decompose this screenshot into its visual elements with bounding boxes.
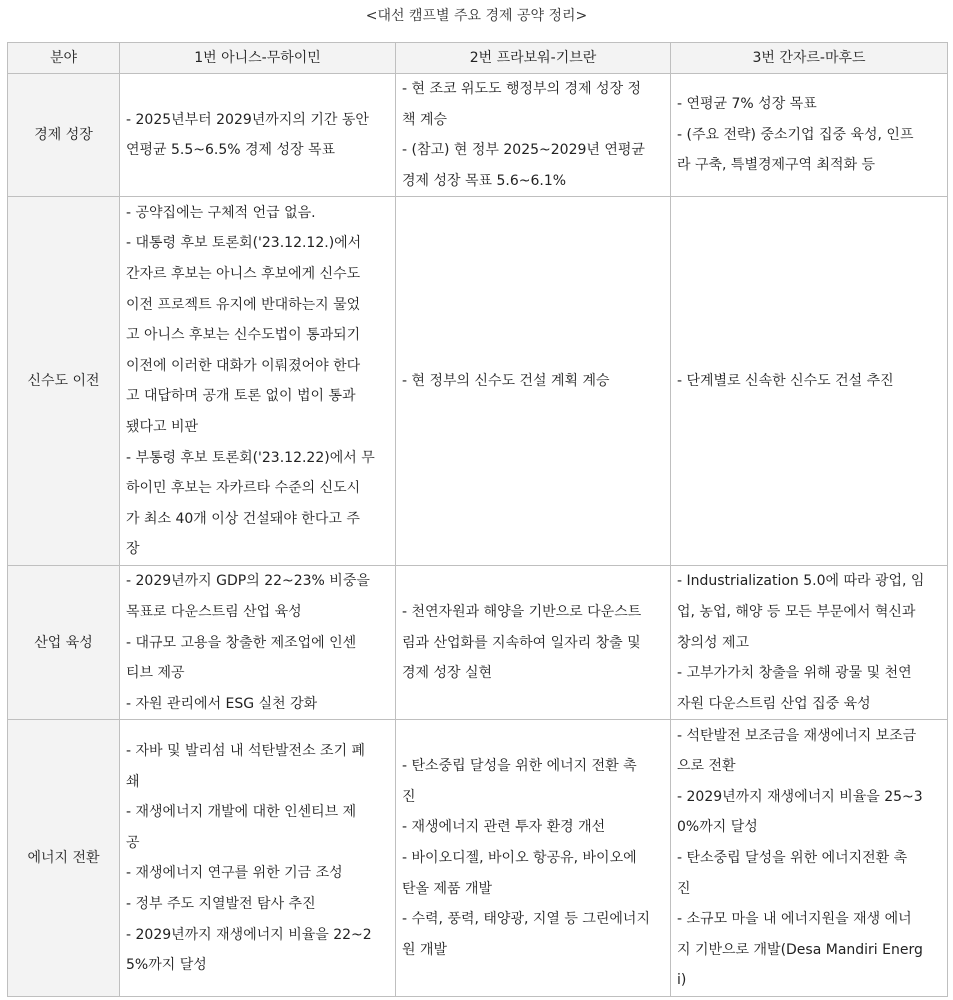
cell-text-line: 경제 성장 목표 5.6~6.1%: [402, 172, 567, 189]
cell-text-line: - 탄소중립 달성을 위한 에너지전환 촉: [677, 850, 908, 867]
cell-text-line: 티브 제공: [126, 665, 185, 682]
cell-text-line: 라 구축, 특별경제구역 최적화 등: [677, 157, 876, 174]
candidate-3-cell: [671, 74, 948, 197]
cell-text-line: 간자르 후보는 아니스 후보에게 신수도: [126, 266, 361, 282]
cell-text-line: 자원 다운스트림 산업 집중 육성: [677, 695, 871, 712]
candidate-2-cell: [396, 74, 671, 197]
cell-text-line: - 현 정부의 신수도 건설 계획 계승: [402, 373, 610, 390]
candidate-3-cell: [671, 566, 948, 720]
cell-text-line: - 재생에너지 개발에 대한 인센티브 제: [126, 804, 357, 821]
candidate-1-cell: [120, 197, 396, 566]
cell-text-line: - 바이오디젤, 바이오 항공유, 바이오에: [402, 850, 637, 867]
cell-text-line: 가 최소 40개 이상 건설돼야 한다고 주: [126, 510, 360, 527]
cell-text-line: 진: [402, 788, 416, 805]
cell-text-line: - 공약집에는 구체적 언급 없음.: [126, 204, 316, 221]
candidate-2-cell: [396, 720, 671, 997]
cell-text-line: - (주요 전략) 중소기업 집중 육성, 인프: [677, 126, 914, 143]
cell-text-line: - 연평균 7% 성장 목표: [677, 96, 817, 113]
table-row: [8, 74, 948, 197]
cell-text-line: - 자바 및 발리섬 내 석탄발전소 조기 폐: [126, 743, 366, 759]
cell-text-line: 연평균 5.5~6.5% 경제 성장 목표: [126, 142, 336, 159]
cell-text-line: - 고부가가치 창출을 위해 광물 및 천연: [677, 665, 912, 682]
header-row: [8, 43, 948, 74]
cell-text-line: - 재생에너지 관련 투자 환경 개선: [402, 819, 606, 836]
cell-text-line: - 2029년까지 재생에너지 비율을 22~2: [126, 926, 372, 943]
candidate-1-cell: [120, 566, 396, 720]
candidate-3-cell: [671, 197, 948, 566]
cell-text-line: 이전에 이러한 대화가 이뤄졌어야 한다: [126, 357, 361, 374]
cell-text-line: 고 대답하며 공개 토론 없이 법이 통과: [126, 388, 356, 405]
candidate-2-cell: [396, 566, 671, 720]
cell-text-line: 장: [126, 541, 140, 558]
candidate-2-cell: [396, 197, 671, 566]
table-row: [8, 197, 948, 566]
cell-text-line: - 현 조코 위도도 행정부의 경제 성장 정: [402, 81, 642, 97]
candidate-1-cell: [120, 74, 396, 197]
cell-text-line: - 석탄발전 보조금을 재생에너지 보조금: [677, 727, 917, 744]
cell-text-line: 쇄: [126, 773, 140, 790]
candidate-1-cell: [120, 720, 396, 997]
cell-text-line: 0%까지 달성: [677, 819, 758, 836]
cell-text-line: - 대통령 후보 토론회('23.12.12.)에서: [126, 235, 362, 252]
cell-text-line: 됐다고 비판: [126, 418, 199, 435]
cell-text-line: 창의성 제고: [677, 634, 750, 651]
header-candidate-2: 2번 프라보워-기브란: [396, 43, 671, 74]
cell-text-line: 원 개발: [402, 941, 448, 958]
cell-text-line: - 2025년부터 2029년까지의 기간 동안: [126, 111, 369, 128]
cell-text-line: i): [677, 972, 687, 989]
category-cell: 에너지 전환: [8, 720, 120, 997]
table-caption: <대선 캠프별 주요 경제 공약 정리>: [365, 8, 588, 24]
category-cell: 산업 육성: [8, 566, 120, 720]
cell-text-line: - 단계별로 신속한 신수도 건설 추진: [677, 373, 894, 390]
table-row: [8, 720, 948, 997]
header-category: 분야: [8, 43, 120, 74]
cell-text-line: 목표로 다운스트림 산업 육성: [126, 603, 302, 620]
category-cell: 신수도 이전: [8, 197, 120, 566]
cell-text-line: - 자원 관리에서 ESG 실천 강화: [126, 695, 318, 712]
cell-text-line: - 부통령 후보 토론회('23.12.22)에서 무: [126, 449, 375, 466]
cell-text-line: 공: [126, 834, 140, 851]
category-cell: 경제 성장: [8, 74, 120, 197]
cell-text-line: - 천연자원과 해양을 기반으로 다운스트: [402, 603, 642, 620]
cell-text-line: 하이민 후보는 자카르타 수준의 신도시: [126, 480, 361, 497]
cell-text-line: 진: [677, 880, 691, 897]
cell-text-line: - Industrialization 5.0에 따라 광업, 임: [677, 573, 925, 590]
cell-text-line: - 재생에너지 연구를 위한 기금 조성: [126, 865, 343, 882]
cell-text-line: - (참고) 현 정부 2025~2029년 연평균: [402, 142, 645, 159]
candidate-3-cell: [671, 720, 948, 997]
cell-text-line: 책 계승: [402, 111, 448, 128]
cell-text-line: - 2029년까지 재생에너지 비율을 25~3: [677, 788, 923, 805]
cell-text-line: 고 아니스 후보는 신수도법이 통과되기: [126, 327, 361, 344]
cell-text-line: 지 기반으로 개발(Desa Mandiri Energ: [677, 941, 923, 958]
cell-text-line: 이전 프로젝트 유지에 반대하는지 물었: [126, 296, 361, 313]
cell-text-line: 으로 전환: [677, 758, 736, 775]
cell-text-line: - 대규모 고용을 창출한 제조업에 인센: [126, 634, 357, 651]
cell-text-line: - 정부 주도 지열발전 탐사 추진: [126, 895, 316, 912]
header-candidate-3: 3번 간자르-마후드: [671, 43, 948, 74]
cell-text-line: 림과 산업화를 지속하여 일자리 창출 및: [402, 634, 641, 651]
header-candidate-1: 1번 아니스-무하이민: [120, 43, 396, 74]
cell-text-line: - 수력, 풍력, 태양광, 지열 등 그린에너지: [402, 911, 650, 928]
cell-text-line: - 탄소중립 달성을 위한 에너지 전환 촉: [402, 758, 637, 775]
cell-text-line: - 소규모 마을 내 에너지원을 재생 에너: [677, 911, 912, 928]
cell-text-line: - 2029년까지 GDP의 22~23% 비중을: [126, 573, 370, 590]
cell-text-line: 경제 성장 실현: [402, 665, 493, 682]
cell-text-line: 업, 농업, 해양 등 모든 부문에서 혁신과: [677, 603, 916, 620]
table-row: [8, 566, 948, 720]
cell-text-line: 탄올 제품 개발: [402, 880, 493, 897]
pledge-comparison-table: [7, 42, 948, 997]
cell-text-line: 5%까지 달성: [126, 957, 207, 974]
